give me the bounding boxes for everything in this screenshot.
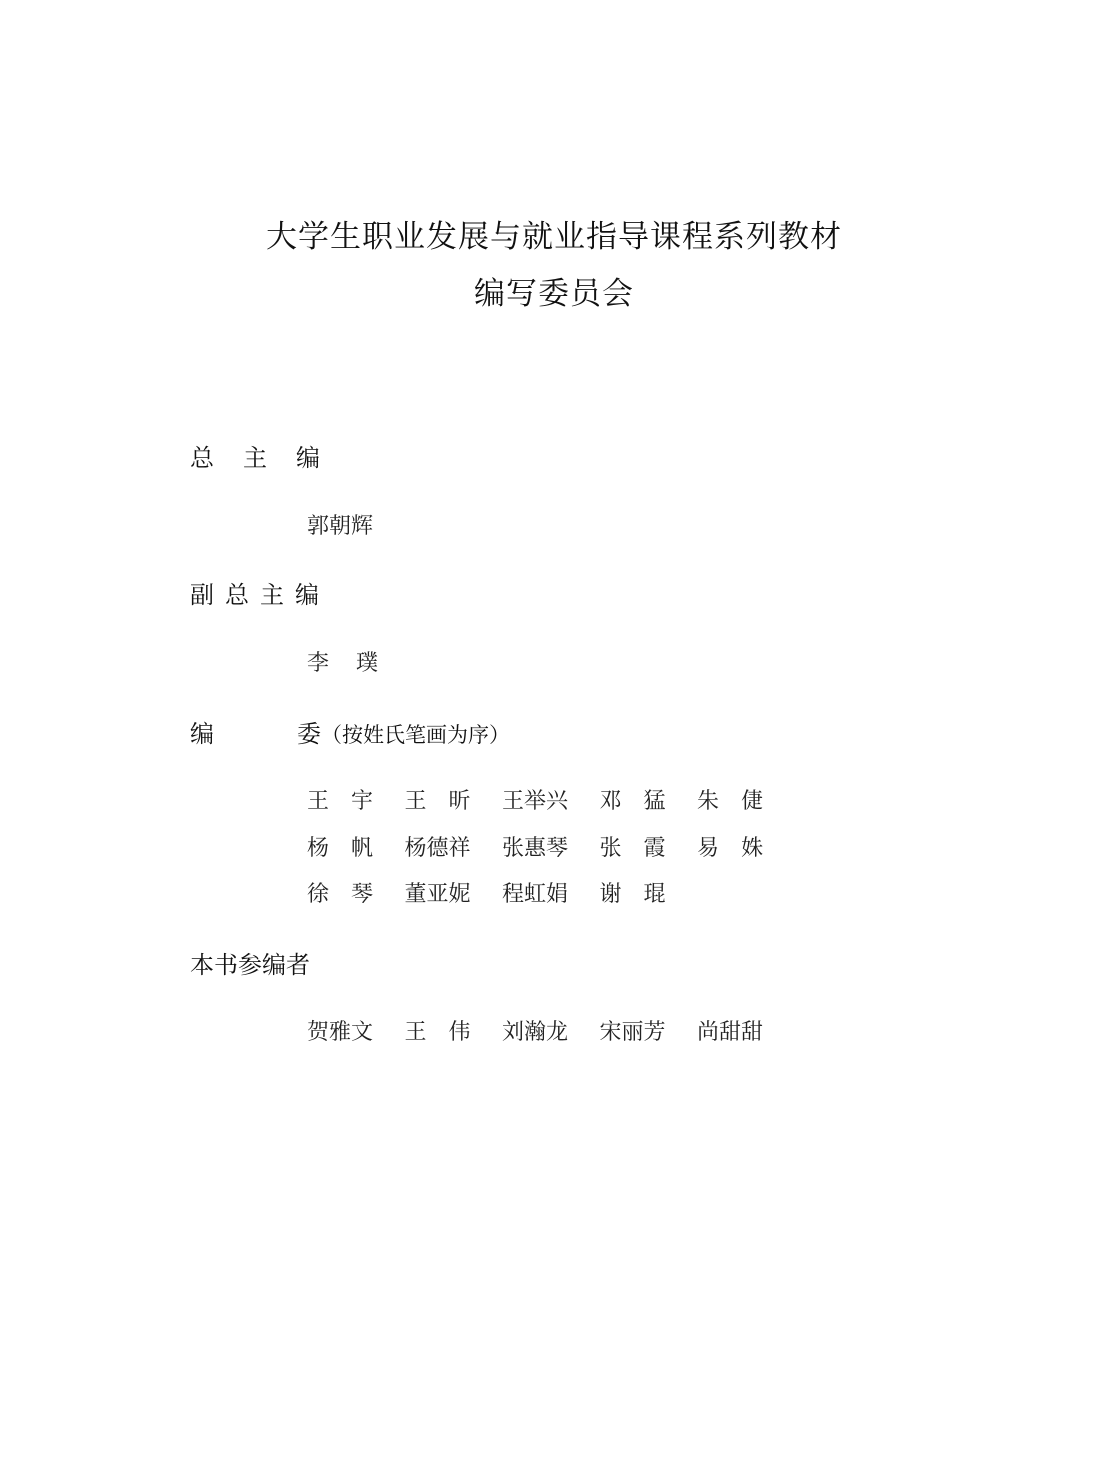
deputy-chief-editor-label (190, 580, 319, 610)
contributor: 刘瀚龙 (502, 1020, 569, 1045)
committee-member: 易 姝 (697, 836, 764, 861)
chief-editor-label-char: 主 (243, 444, 267, 472)
committee-row (307, 834, 763, 864)
committee-member: 谢 琨 (599, 882, 666, 907)
committee-row (307, 787, 763, 817)
contributor: 尚甜甜 (697, 1020, 764, 1045)
contributors-label: 本书参编者 (190, 951, 310, 979)
committee-order-note: （按姓氏笔画为序） (321, 723, 510, 747)
document-subtitle: 编写委员会 (474, 276, 634, 312)
committee-label (190, 719, 510, 750)
committee-label-second: 委 (297, 720, 321, 748)
committee-member: 徐 琴 (307, 882, 374, 907)
document-title: 大学生职业发展与就业指导课程系列教材 (266, 219, 842, 255)
deputy-name-char: 李 (307, 651, 330, 676)
committee-member: 王 昕 (404, 789, 471, 814)
committee-member: 朱 倢 (697, 789, 764, 814)
committee-row (307, 880, 666, 910)
chief-editor-label-char: 总 (190, 444, 214, 472)
committee-member: 程虹娟 (502, 882, 569, 907)
committee-label-first: 编 (190, 720, 214, 748)
contributors-names (307, 1018, 763, 1048)
committee-member: 杨德祥 (404, 836, 471, 861)
committee-member: 张 霞 (599, 836, 666, 861)
committee-member: 杨 帆 (307, 836, 374, 861)
contributor: 宋丽芳 (599, 1020, 666, 1045)
deputy-chief-editor-names (307, 649, 378, 679)
committee-member: 王举兴 (502, 789, 569, 814)
committee-member: 邓 猛 (599, 789, 666, 814)
committee-member: 王 宇 (307, 789, 374, 814)
contributor: 王 伟 (404, 1020, 471, 1045)
contributor: 贺雅文 (307, 1020, 374, 1045)
committee-member: 张惠琴 (502, 836, 569, 861)
chief-editor-names (307, 512, 373, 542)
deputy-name-char: 璞 (356, 651, 379, 676)
deputy-label-char: 副 (190, 581, 214, 609)
chief-editor-name: 郭朝辉 (307, 514, 374, 539)
chief-editor-label (190, 443, 320, 473)
committee-member: 董亚妮 (404, 882, 471, 907)
deputy-label-char: 主 (260, 581, 284, 609)
deputy-label-char: 总 (225, 581, 249, 609)
chief-editor-label-char: 编 (296, 444, 320, 472)
deputy-label-char: 编 (295, 581, 319, 609)
